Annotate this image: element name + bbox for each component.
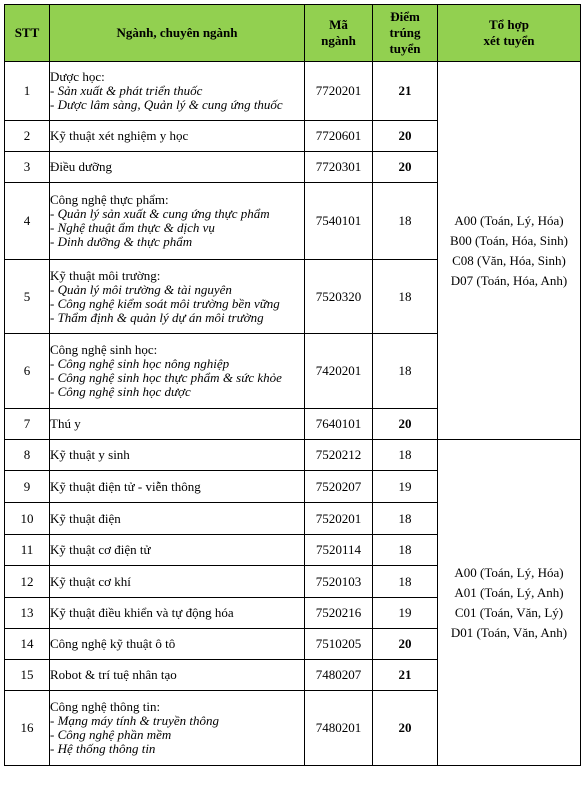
row-code: 7520103 [305,566,373,598]
row-code: 7480207 [305,660,373,691]
combo-item: C01 (Toán, Văn, Lý) [454,604,564,620]
row-score: 18 [373,535,438,566]
row-score: 18 [373,566,438,598]
row-major [50,566,305,598]
row-stt: 6 [5,334,50,409]
specialization-item: - Sản xuất & phát triển thuốc [50,83,203,98]
row-major [50,260,305,334]
combo-item: A00 (Toán, Lý, Hóa) [454,564,564,580]
row-score: 18 [373,334,438,409]
header-score-line3: tuyển [389,41,421,56]
major-name: Kỹ thuật điện [50,510,121,526]
row-score: 21 [373,62,438,121]
row-score: 20 [373,121,438,152]
major-name: Công nghệ thông tin: [50,699,161,714]
row-code: 7520114 [305,535,373,566]
row-major [50,535,305,566]
admission-scores-table [4,4,581,766]
combo-item: D07 (Toán, Hóa, Anh) [450,272,568,288]
row-score: 21 [373,660,438,691]
row-major [50,409,305,440]
header-score [373,5,438,62]
row-stt: 16 [5,691,50,766]
major-name: Điều dưỡng [50,159,112,174]
row-stt: 14 [5,629,50,660]
major-name: Công nghệ thực phẩm: [50,192,169,207]
header-code-line1: Mã [329,17,348,32]
specialization-item: - Dược lâm sàng, Quản lý & cung ứng thuốc [50,97,283,112]
header-combo [438,5,581,62]
combo-item: A00 (Toán, Lý, Hóa) [454,212,564,228]
row-code: 7510205 [305,629,373,660]
major-name: Kỹ thuật y sinh [50,447,130,462]
specialization-item: - Dinh dưỡng & thực phẩm [50,234,193,249]
row-major [50,183,305,260]
major-name: Kỹ thuật xét nghiệm y học [50,128,189,143]
major-name: Kỹ thuật điện tử - viễn thông [50,478,201,494]
major-name: Công nghệ kỹ thuật ô tô [50,636,176,651]
row-code: 7520201 [305,503,373,535]
major-name: Robot & trí tuệ nhân tạo [50,667,177,682]
row-major [50,152,305,183]
row-score: 20 [373,629,438,660]
specialization-item: - Thẩm định & quản lý dự án môi trường [50,309,264,325]
row-code: 7720601 [305,121,373,152]
row-score: 18 [373,503,438,535]
row-score: 18 [373,260,438,334]
row-score: 20 [373,691,438,766]
specialization-item: - Công nghệ sinh học dược [50,384,191,399]
header-combo-line2: xét tuyển [483,33,535,48]
header-code-line2: ngành [321,33,356,48]
row-score: 19 [373,471,438,503]
row-stt: 9 [5,471,50,503]
row-stt: 8 [5,440,50,471]
row-score: 18 [373,183,438,260]
row-stt: 10 [5,503,50,535]
table-row [5,62,581,121]
row-score: 20 [373,152,438,183]
row-code: 7520216 [305,598,373,629]
row-major [50,629,305,660]
row-score: 19 [373,598,438,629]
combo-group [438,440,581,766]
header-combo-line1: Tổ hợp [488,17,530,32]
row-major [50,440,305,471]
specialization-item: - Công nghệ phần mềm [50,727,172,742]
row-major [50,503,305,535]
combo-group [438,62,581,440]
specialization-item: - Quản lý sản xuất & cung ứng thực phẩm [50,206,270,221]
header-score-line2: trúng [389,25,421,40]
specialization-item: - Mạng máy tính & truyền thông [50,713,219,728]
row-code: 7720201 [305,62,373,121]
major-name: Kỹ thuật cơ khí [50,573,131,589]
row-major [50,121,305,152]
header-score-line1: Điểm [390,9,420,24]
table-row [5,440,581,471]
row-code: 7520320 [305,260,373,334]
header-major: Ngành, chuyên ngành [50,5,305,62]
row-stt: 7 [5,409,50,440]
header-code [305,5,373,62]
specialization-item: - Quản lý môi trường & tài nguyên [50,281,232,297]
row-major [50,471,305,503]
row-code: 7540101 [305,183,373,260]
row-major [50,598,305,629]
header-stt: STT [5,5,50,62]
major-name: Công nghệ sinh học: [50,342,158,357]
table-body [5,62,581,766]
major-name: Kỹ thuật môi trường: [50,267,161,283]
specialization-item: - Công nghệ sinh học nông nghiệp [50,356,230,371]
row-stt: 1 [5,62,50,121]
row-major [50,691,305,766]
row-stt: 5 [5,260,50,334]
row-code: 7520212 [305,440,373,471]
row-major [50,334,305,409]
major-name: Kỹ thuật điều khiển và tự động hóa [50,605,234,620]
combo-item: C08 (Văn, Hóa, Sinh) [452,252,566,268]
major-name: Kỹ thuật cơ điện tử [50,542,151,557]
row-stt: 11 [5,535,50,566]
specialization-item: - Nghệ thuật ẩm thực & dịch vụ [50,220,215,235]
combo-item: A01 (Toán, Lý, Anh) [454,584,564,600]
major-name: Thú y [50,416,81,431]
row-major [50,660,305,691]
row-code: 7520207 [305,471,373,503]
row-score: 18 [373,440,438,471]
row-stt: 2 [5,121,50,152]
combo-item: B00 (Toán, Hóa, Sinh) [450,232,568,248]
row-stt: 3 [5,152,50,183]
major-name: Dược học: [50,69,105,84]
row-score: 20 [373,409,438,440]
row-code: 7640101 [305,409,373,440]
row-stt: 13 [5,598,50,629]
row-stt: 4 [5,183,50,260]
specialization-item: - Công nghệ kiểm soát môi trường bền vững [50,295,280,311]
row-major [50,62,305,121]
specialization-item: - Hệ thống thông tin [50,741,156,756]
combo-item: D01 (Toán, Văn, Anh) [450,624,568,640]
row-code: 7480201 [305,691,373,766]
row-stt: 15 [5,660,50,691]
row-stt: 12 [5,566,50,598]
header-row [5,5,581,62]
row-code: 7420201 [305,334,373,409]
specialization-item: - Công nghệ sinh học thực phẩm & sức khỏe [50,370,282,385]
row-code: 7720301 [305,152,373,183]
